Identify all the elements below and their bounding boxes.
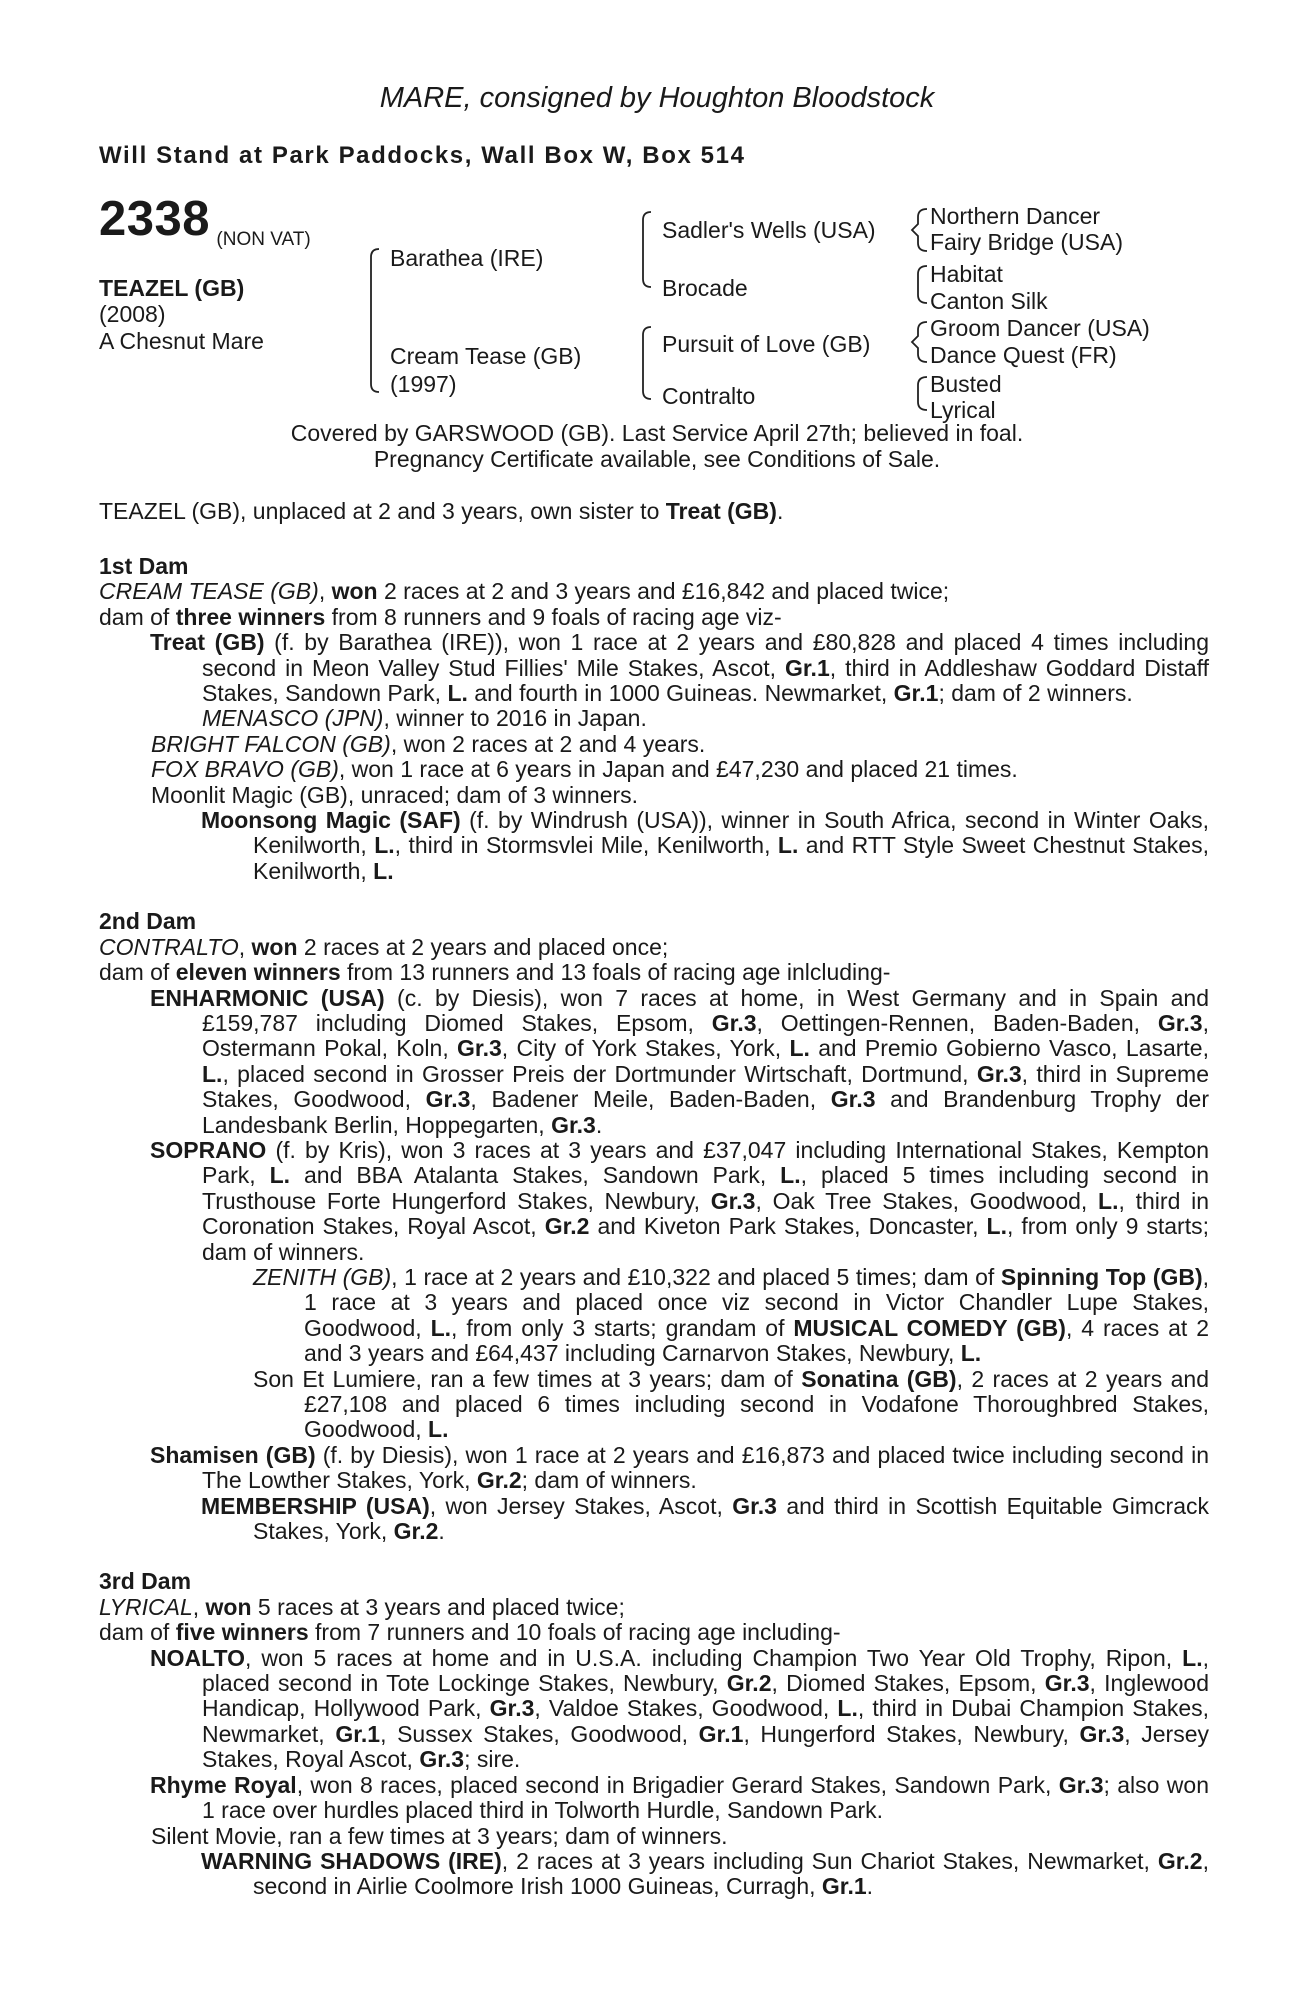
text: , placed second in Grosser Preis der Dortmunder Wirtschaft, Dortmund, xyxy=(222,1060,977,1087)
text: 2 races at 2 years and placed once; xyxy=(297,933,669,960)
pedigree-dam-sire: Pursuit of Love (GB) xyxy=(662,331,871,357)
pedigree-sire-dam: Brocade xyxy=(662,275,748,301)
intro-text: TEAZEL (GB), unplaced at 2 and 3 years, own sister to xyxy=(99,498,666,524)
text: dam of xyxy=(99,1619,176,1646)
pedigree-ggp-6: Dance Quest (FR) xyxy=(930,342,1117,368)
text: , 2 races at 3 years including Sun Chariot Stakes, Newmarket, xyxy=(501,1847,1158,1874)
horse-intro xyxy=(99,499,783,524)
first-dam-line xyxy=(99,579,1209,604)
third-dam-produce xyxy=(99,1620,1209,1645)
pedigree-ggp-5: Groom Dancer (USA) xyxy=(930,315,1150,341)
text: and Kiveton Park Stakes, Doncaster, xyxy=(589,1213,987,1240)
horse: Sonatina (GB) xyxy=(801,1365,957,1392)
third-dam-line xyxy=(99,1595,1209,1620)
text: from 8 runners and 9 foals of racing age viz- xyxy=(325,603,782,630)
listed: L. xyxy=(837,1695,858,1722)
text: , won Jersey Stakes, Ascot, xyxy=(429,1492,733,1519)
text: 2 races at 2 and 3 years and £16,842 and placed twice; xyxy=(377,578,950,605)
pedigree-ggp-3: Habitat xyxy=(930,261,1003,287)
text: , second in Airlie Coolmore Irish 1000 Guineas, Curragh, xyxy=(253,1847,1209,1900)
text: , 2 races at 2 years and £27,108 and placed 6 times including second in Vodafone Thoroughbred Stakes, Goodwood, xyxy=(304,1365,1209,1443)
grade: Gr.3 xyxy=(489,1695,535,1722)
pedigree-dam-dam: Contralto xyxy=(662,383,756,409)
dam-name: LYRICAL xyxy=(99,1593,193,1620)
won: won xyxy=(251,933,298,960)
text: , Oettingen-Rennen, Baden-Baden, xyxy=(756,1009,1158,1036)
horse-name: TEAZEL (GB) xyxy=(99,275,245,301)
text: and RTT Style Sweet Chestnut Stakes, Kenilworth, xyxy=(253,832,1209,884)
entry-noalto xyxy=(99,1646,1209,1773)
text: dam of xyxy=(99,959,176,986)
listed: L. xyxy=(202,1060,223,1087)
text: , third in Coronation Stakes, Royal Ascot, xyxy=(202,1187,1209,1240)
grade: Gr.3 xyxy=(976,1060,1022,1087)
text: 5 races at 3 years and placed twice; xyxy=(251,1593,625,1620)
dam-name: CREAM TEASE (GB) xyxy=(99,578,319,605)
horse: MENASCO (JPN) xyxy=(202,705,384,732)
pedigree-dam-year: (1997) xyxy=(390,371,457,397)
text: , Badener Meile, Baden-Baden, xyxy=(470,1086,831,1113)
text: , won 2 races at 2 and 4 years. xyxy=(390,730,706,757)
entry-moonlit-magic: Moonlit Magic (GB), unraced; dam of 3 winners. xyxy=(151,781,639,808)
horse: Rhyme Royal xyxy=(150,1771,297,1798)
listed: L. xyxy=(780,1162,801,1189)
text: from 13 runners and 13 foals of racing age inlcluding- xyxy=(340,959,891,986)
text: , xyxy=(192,1593,206,1620)
grade: Gr.2 xyxy=(544,1213,590,1240)
text: , 1 race at 3 years and placed once viz second in Victor Chandler Lupe Stakes, Goodwood, xyxy=(304,1263,1209,1341)
won: won xyxy=(205,1593,252,1620)
text: , third in Stormsvlei Mile, Kenilworth, xyxy=(394,832,778,859)
text: , Valdoe Stakes, Goodwood, xyxy=(534,1695,838,1722)
text: (f. by Diesis), won 1 race at 2 years and £16,873 and placed twice including second in The Lowther Stakes, York, xyxy=(202,1441,1209,1494)
text: and BBA Atalanta Stakes, Sandown Park, xyxy=(290,1162,781,1189)
entry-soprano xyxy=(99,1138,1209,1265)
horse: FOX BRAVO (GB) xyxy=(151,756,339,783)
third-dam-title: 3rd Dam xyxy=(99,1568,192,1595)
pedigree-ggp-7: Busted xyxy=(930,371,1002,397)
text: , third in Addleshaw Goddard Distaff Stakes, Sandown Park, xyxy=(202,654,1209,707)
grade: Gr.3 xyxy=(711,1009,757,1036)
pedigree-ggp-8: Lyrical xyxy=(930,397,996,423)
entry-enharmonic: ENHARMONIC (USA) (c. by Diesis), won 7 races at home, in West Germany and in Spain and £159,787 including Diomed Stakes, Epsom, Gr.3, Oettingen-Rennen, Baden-Baden, Gr.3, Ostermann Pokal, Koln, Gr.3, City of York Stakes, York, L. and Premio Gobierno Vasco, Lasarte, L., placed second in Grosser Preis der Dortmunder Wirtschaft, Dortmund, Gr.3, third in Supreme Stakes, Goodwood, Gr.3, Badener Meile, Baden-Baden, Gr.3 and Brandenburg Trophy der Landesbank Berlin, Hoppegarten, Gr.3. xyxy=(150,984,1210,1138)
grade: Gr.1 xyxy=(335,1720,381,1747)
first-dam-title: 1st Dam xyxy=(99,553,189,579)
horse: Moonsong Magic (SAF) xyxy=(201,807,461,834)
grade: Gr.3 xyxy=(419,1746,465,1773)
horse: NOALTO xyxy=(150,1644,245,1671)
entry-son-et-lumiere xyxy=(99,1367,1209,1443)
horse: BRIGHT FALCON (GB) xyxy=(151,730,391,757)
grade: Gr.2 xyxy=(1157,1847,1203,1874)
text: ; dam of winners. xyxy=(521,1467,697,1494)
listed: L. xyxy=(960,1340,982,1367)
pregnancy-note: Pregnancy Certificate available, see Conditions of Sale. xyxy=(373,446,941,472)
horse: Treat (GB) xyxy=(150,629,265,656)
entry-menasco xyxy=(99,706,1209,731)
text: , 4 races at 2 and 3 years and £64,437 including Carnarvon Stakes, Newbury, xyxy=(304,1314,1209,1367)
pedigree-dam: Cream Tease (GB) xyxy=(390,343,582,369)
grade: Gr.1 xyxy=(698,1720,744,1747)
entry-fox-bravo xyxy=(99,757,1209,782)
family-section xyxy=(99,554,1209,1900)
dam-name: CONTRALTO xyxy=(99,933,239,960)
listed: L. xyxy=(374,832,395,859)
second-dam-title: 2nd Dam xyxy=(99,908,197,935)
won: won xyxy=(331,578,378,605)
intro-end: . xyxy=(776,498,784,524)
text: , won 5 races at home and in U.S.A. including Champion Two Year Old Trophy, Ripon, xyxy=(244,1644,1183,1671)
entry-membership: MEMBERSHIP (USA), won Jersey Stakes, Ascot, Gr.3 and third in Scottish Equitable Gimcrack Stakes, York, Gr.2. xyxy=(201,1492,1209,1545)
listed: L. xyxy=(447,680,468,707)
entry-moonsong-magic xyxy=(99,808,1209,884)
vat-status: (NON VAT) xyxy=(216,229,311,250)
horse: ZENITH (GB) xyxy=(253,1263,392,1290)
grade: Gr.3 xyxy=(425,1086,471,1113)
entry-bright-falcon xyxy=(99,732,1209,757)
listed: L. xyxy=(777,832,799,859)
text: and Premio Gobierno Vasco, Lasarte, xyxy=(809,1035,1209,1062)
entry-shamisen xyxy=(99,1443,1209,1494)
text: , xyxy=(238,933,252,960)
text: , placed second in Tote Lockinge Stakes, Newbury, xyxy=(202,1644,1209,1697)
grade: Gr.2 xyxy=(726,1670,772,1697)
listed: L. xyxy=(430,1314,452,1341)
second-dam-line xyxy=(99,935,1209,960)
grade: Gr.3 xyxy=(1044,1670,1090,1697)
text: (f. by Windrush (USA)), winner in South Africa, second in Winter Oaks, Kenilworth, xyxy=(253,807,1209,859)
horse-description: A Chesnut Mare xyxy=(99,328,264,354)
text: , from only 3 starts; grandam of xyxy=(451,1314,794,1341)
text: , Hungerford Stakes, Newbury, xyxy=(743,1720,1080,1747)
grade: Gr.2 xyxy=(393,1518,439,1545)
text: , Sussex Stakes, Goodwood, xyxy=(380,1720,699,1747)
text: , Inglewood Handicap, Hollywood Park, xyxy=(202,1670,1209,1722)
text: , Ostermann Pokal, Koln, xyxy=(202,1009,1209,1062)
stand-location: Will Stand at Park Paddocks, Wall Box W, Box 514 xyxy=(99,142,746,169)
pedigree-ggp-2: Fairy Bridge (USA) xyxy=(930,229,1123,255)
horse: WARNING SHADOWS (IRE) xyxy=(201,1847,502,1874)
horse: Spinning Top (GB) xyxy=(1000,1263,1203,1290)
horse: Shamisen (GB) xyxy=(150,1441,316,1468)
text: dam of xyxy=(99,603,176,630)
text: , 1 race at 2 years and £10,322 and placed 5 times; dam of xyxy=(391,1263,1001,1290)
text: Son Et Lumiere, ran a few times at 3 years; dam of xyxy=(253,1365,802,1392)
listed: L. xyxy=(373,857,394,884)
pedigree-brackets xyxy=(0,0,1314,430)
listed: L. xyxy=(789,1035,810,1062)
text: , won 8 races, placed second in Brigadier Gerard Stakes, Sandown Park, xyxy=(296,1771,1059,1798)
text: , third in Dubai Champion Stakes, Newmarket, xyxy=(202,1695,1209,1747)
horse: MUSICAL COMEDY (GB) xyxy=(793,1314,1066,1341)
horse: MEMBERSHIP (USA) xyxy=(201,1492,430,1519)
pedigree-sire-sire: Sadler's Wells (USA) xyxy=(662,217,876,243)
text: (f. by Kris), won 3 races at 3 years and £37,047 including International Stakes, Kempton Park, xyxy=(202,1136,1209,1189)
text: , third in Supreme Stakes, Goodwood, xyxy=(202,1060,1209,1113)
grade: Gr.1 xyxy=(784,654,830,681)
text: (f. by Barathea (IRE)), won 1 race at 2 years and £80,828 and placed 4 times including second in Meon Valley Stud Fillies' Mile Stakes, Ascot, xyxy=(202,629,1209,681)
grade: Gr.3 xyxy=(710,1187,756,1214)
text: , Diomed Stakes, Epsom, xyxy=(771,1670,1045,1697)
grade: Gr.2 xyxy=(476,1467,522,1494)
listed: L. xyxy=(1098,1187,1119,1214)
horse: ENHARMONIC (USA) xyxy=(150,984,385,1011)
entry-rhyme-royal xyxy=(99,1773,1209,1824)
grade: Gr.3 xyxy=(830,1086,876,1113)
grade: Gr.3 xyxy=(457,1035,502,1062)
text: , from only 9 starts; dam of winners. xyxy=(202,1213,1210,1265)
text: , Oak Tree Stakes, Goodwood, xyxy=(755,1187,1099,1214)
text: from 7 runners and 10 foals of racing age including- xyxy=(308,1619,841,1646)
listed: L. xyxy=(986,1213,1007,1240)
pedigree-ggp-1: Northern Dancer xyxy=(930,203,1101,229)
entry-silent-movie: Silent Movie, ran a few times at 3 years; dam of winners. xyxy=(151,1822,728,1849)
grade: Gr.3 xyxy=(1058,1771,1104,1798)
grade: Gr.1 xyxy=(893,680,939,707)
text: , won 1 race at 6 years in Japan and £47,230 and placed 21 times. xyxy=(338,756,1018,783)
intro-sibling: Treat (GB) xyxy=(665,498,777,524)
text: (c. by Diesis), won 7 races at home, in West Germany and in Spain and £159,787 including Diomed Stakes, Epsom, xyxy=(202,984,1209,1036)
covered-note: Covered by GARSWOOD (GB). Last Service April 27th; believed in foal. xyxy=(290,420,1024,446)
grade: Gr.3 xyxy=(732,1492,777,1519)
text: and third in Scottish Equitable Gimcrack Stakes, York, xyxy=(253,1492,1209,1545)
listed: L. xyxy=(1182,1644,1203,1671)
winners-count: eleven winners xyxy=(175,959,341,986)
text: ; sire. xyxy=(464,1746,521,1773)
second-dam-produce xyxy=(99,960,1209,985)
winners-count: three winners xyxy=(175,603,326,630)
winners-count: five winners xyxy=(175,1619,309,1646)
text: , Jersey Stakes, Royal Ascot, xyxy=(202,1720,1209,1773)
text: ; dam of 2 winners. xyxy=(938,680,1133,707)
first-dam-produce xyxy=(99,605,1209,630)
grade: Gr.3 xyxy=(1079,1720,1125,1747)
grade: Gr.3 xyxy=(1157,1009,1203,1036)
text: ; also won 1 race over hurdles placed third in Tolworth Hurdle, Sandown Park. xyxy=(202,1771,1209,1824)
entry-zenith xyxy=(99,1265,1209,1367)
horse: SOPRANO xyxy=(150,1136,267,1163)
horse-year: (2008) xyxy=(99,301,166,327)
entry-warning-shadows: WARNING SHADOWS (IRE), 2 races at 3 years including Sun Chariot Stakes, Newmarket, Gr.2, second in Airlie Coolmore Irish 1000 Guineas, Curragh, Gr.1. xyxy=(201,1847,1209,1900)
text: and Brandenburg Trophy der Landesbank Berlin, Hoppegarten, xyxy=(202,1086,1210,1138)
pedigree-ggp-4: Canton Silk xyxy=(930,288,1048,314)
text: , City of York Stakes, York, xyxy=(501,1035,790,1062)
pedigree-sire: Barathea (IRE) xyxy=(390,245,544,271)
text: , placed 5 times including second in Trusthouse Forte Hungerford Stakes, Newbury, xyxy=(202,1162,1209,1214)
entry-treat xyxy=(99,630,1209,706)
grade: Gr.3 xyxy=(551,1111,596,1138)
text: and fourth in 1000 Guineas. Newmarket, xyxy=(467,680,894,707)
text: , winner to 2016 in Japan. xyxy=(383,705,647,732)
lot-number: 2338 xyxy=(99,192,211,246)
page-heading: MARE, consigned by Houghton Bloodstock xyxy=(379,82,935,114)
listed: L. xyxy=(428,1416,449,1443)
grade: Gr.1 xyxy=(821,1873,867,1900)
listed: L. xyxy=(269,1162,291,1189)
text: , xyxy=(318,578,332,605)
